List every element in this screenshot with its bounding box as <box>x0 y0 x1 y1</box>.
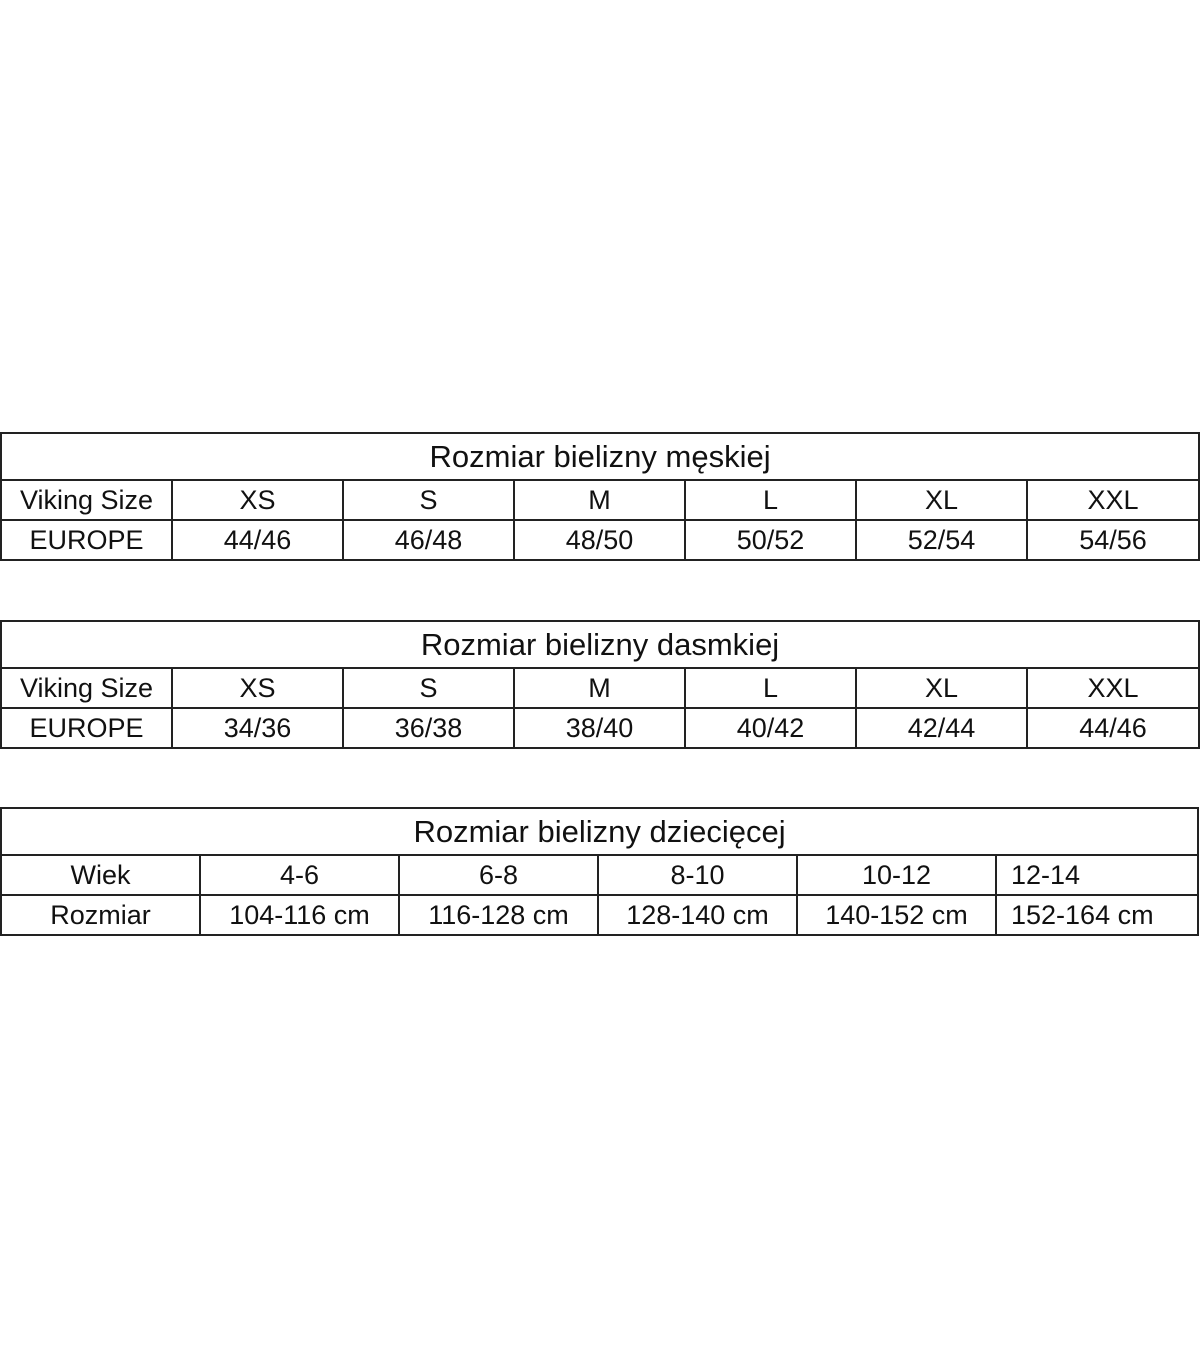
row-label: EUROPE <box>1 708 172 748</box>
table-cell: L <box>685 668 856 708</box>
kids-age-row <box>1 855 1198 895</box>
table-cell: 44/46 <box>1027 708 1199 748</box>
womens-size-row <box>1 668 1199 708</box>
table-cell: 36/38 <box>343 708 514 748</box>
kids-table-title: Rozmiar bielizny dziecięcej <box>1 808 1198 855</box>
table-cell: 52/54 <box>856 520 1027 560</box>
table-cell: 128-140 cm <box>598 895 797 935</box>
mens-table-title: Rozmiar bielizny męskiej <box>1 433 1199 480</box>
kids-size-table <box>0 807 1199 936</box>
table-cell: 104-116 cm <box>200 895 399 935</box>
table-cell: XS <box>172 480 343 520</box>
table-cell: 50/52 <box>685 520 856 560</box>
mens-size-table <box>0 432 1200 561</box>
table-cell: 54/56 <box>1027 520 1199 560</box>
table-cell: XS <box>172 668 343 708</box>
table-cell: XXL <box>1027 480 1199 520</box>
table-cell: L <box>685 480 856 520</box>
table-cell: 34/36 <box>172 708 343 748</box>
table-cell: 46/48 <box>343 520 514 560</box>
table-cell: M <box>514 668 685 708</box>
table-cell: 42/44 <box>856 708 1027 748</box>
table-cell: S <box>343 480 514 520</box>
table-cell: 38/40 <box>514 708 685 748</box>
table-cell: XXL <box>1027 668 1199 708</box>
table-cell: 44/46 <box>172 520 343 560</box>
mens-europe-row <box>1 520 1199 560</box>
table-cell: 140-152 cm <box>797 895 996 935</box>
table-cell: 48/50 <box>514 520 685 560</box>
table-cell: 8-10 <box>598 855 797 895</box>
row-label: Wiek <box>1 855 200 895</box>
womens-europe-row <box>1 708 1199 748</box>
mens-size-row <box>1 480 1199 520</box>
row-label: Viking Size <box>1 480 172 520</box>
table-cell: S <box>343 668 514 708</box>
table-cell: 12-14 <box>996 855 1198 895</box>
row-label: Viking Size <box>1 668 172 708</box>
table-cell: 4-6 <box>200 855 399 895</box>
table-cell: 10-12 <box>797 855 996 895</box>
womens-size-table <box>0 620 1200 749</box>
table-cell: M <box>514 480 685 520</box>
table-cell: 6-8 <box>399 855 598 895</box>
kids-size-row <box>1 895 1198 935</box>
table-cell: 116-128 cm <box>399 895 598 935</box>
table-cell: 152-164 cm <box>996 895 1198 935</box>
table-cell: 40/42 <box>685 708 856 748</box>
row-label: Rozmiar <box>1 895 200 935</box>
womens-table-title: Rozmiar bielizny dasmkiej <box>1 621 1199 668</box>
row-label: EUROPE <box>1 520 172 560</box>
table-cell: XL <box>856 668 1027 708</box>
table-cell: XL <box>856 480 1027 520</box>
